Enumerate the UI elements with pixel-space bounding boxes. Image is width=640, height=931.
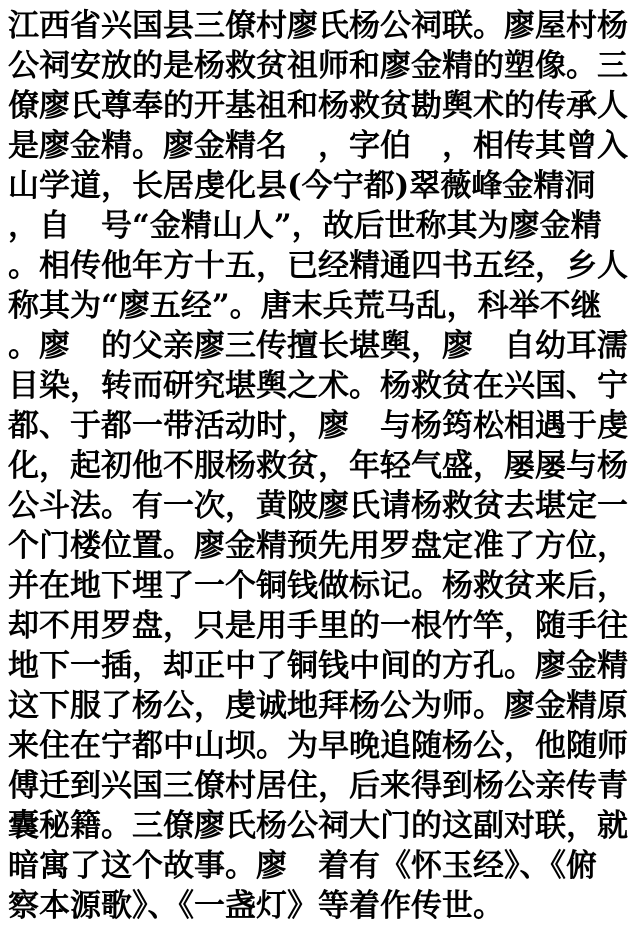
text-line: 来住在宁都中山坝。为早晚追随杨公，他随师 bbox=[8, 728, 628, 764]
text-line: 山学道，长居虔化县(今宁都)翠薇峰金精洞 bbox=[8, 168, 596, 204]
text-line: 个门楼位置。廖金精预先用罗盘定准了方位， bbox=[8, 528, 628, 564]
text-line: 目染，转而研究堪舆之术。杨救贫在兴国、宁 bbox=[8, 368, 628, 404]
text-line: 地下一插，却正中了铜钱中间的方孔。廖金精 bbox=[8, 648, 628, 684]
text-line: 。廖 的父亲廖三传擅长堪舆，廖 自幼耳濡 bbox=[8, 328, 628, 364]
text-line: 江西省兴国县三僚村廖氏杨公祠联。廖屋村杨 bbox=[8, 8, 628, 44]
text-line: 是廖金精。廖金精名 ，字伯 ，相传其曾入 bbox=[8, 128, 628, 164]
text-line: 却不用罗盘，只是用手里的一根竹竿，随手往 bbox=[8, 608, 628, 644]
text-line: 僚廖氏尊奉的开基祖和杨救贫勘舆术的传承人 bbox=[8, 88, 628, 124]
text-line: 公祠安放的是杨救贫祖师和廖金精的塑像。三 bbox=[8, 48, 628, 84]
text-line: 都、于都一带活动时，廖 与杨筠松相遇于虔 bbox=[8, 408, 628, 444]
text-line: ，自 号“金精山人”，故后世称其为廖金精 bbox=[8, 208, 602, 244]
text-line: 这下服了杨公，虔诚地拜杨公为师。廖金精原 bbox=[8, 688, 628, 724]
text-line: 。相传他年方十五，已经精通四书五经，乡人 bbox=[8, 248, 628, 284]
text-line: 称其为“廖五经”。唐末兵荒马乱，科举不继 bbox=[8, 288, 602, 324]
text-line: 囊秘籍。三僚廖氏杨公祠大门的这副对联，就 bbox=[8, 808, 628, 844]
text-line: 化，起初他不服杨救贫，年轻气盛，屡屡与杨 bbox=[8, 448, 628, 484]
text-line: 察本源歌》、《一盏灯》等着作传世。 bbox=[8, 888, 504, 924]
text-line: 傅迁到兴国三僚村居住，后来得到杨公亲传青 bbox=[8, 768, 628, 804]
text-line: 并在地下埋了一个铜钱做标记。杨救贫来后， bbox=[8, 568, 628, 604]
text-line: 公斗法。有一次，黄陂廖氏请杨救贫去堪定一 bbox=[8, 488, 628, 524]
text-line: 暗寓了这个故事。廖 着有《怀玉经》、《俯 bbox=[8, 848, 597, 884]
